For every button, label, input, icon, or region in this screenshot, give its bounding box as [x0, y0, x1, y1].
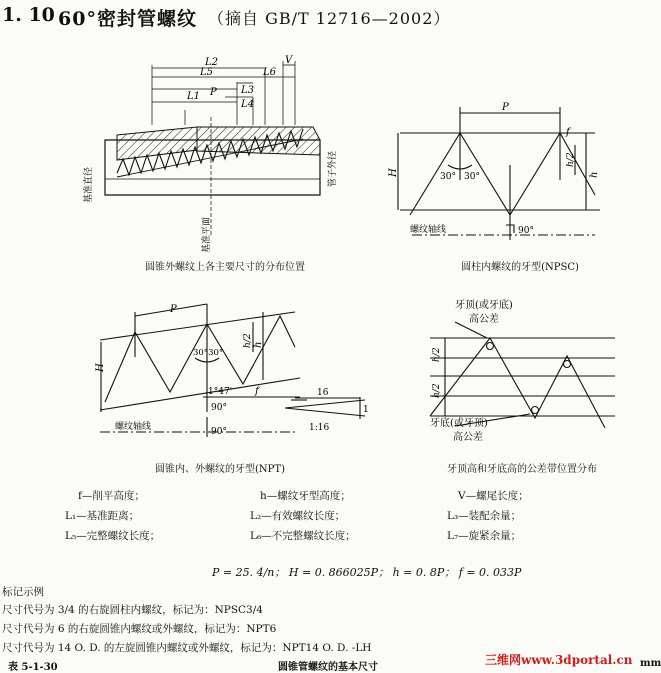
section-title: 60°密封管螺纹	[58, 8, 197, 30]
fig1-label-l6: L6	[263, 67, 277, 78]
symbol-l7: L₇—旋紧余量；	[447, 530, 522, 542]
figure-npsc-profile	[390, 95, 615, 255]
fig3-label-right1: 90°	[211, 403, 227, 413]
figure-taper-external-dimensions	[84, 55, 355, 260]
fig2-label-h: h	[589, 171, 600, 178]
symbol-v: V—螺尾长度；	[458, 490, 529, 502]
symbol-l2: L₂—有效螺纹长度；	[250, 510, 346, 522]
fig2-label-f: f	[566, 127, 570, 138]
marking-line-1: 尺寸代号为 3/4 的右旋圆柱内螺纹，标记为：NPSC3/4	[2, 604, 263, 616]
watermark-logo: 三维网www.3dportal.cn	[485, 653, 633, 667]
fig3-label-right2: 90°	[211, 427, 227, 437]
caption-fig2: 圆柱内螺纹的牙型(NPSC)	[461, 262, 579, 273]
fig3-label-h: h	[253, 341, 264, 348]
symbol-l6: L₆—不完整螺纹长度；	[250, 530, 356, 542]
symbol-h: h—螺纹牙型高度；	[260, 490, 351, 502]
fig4-label-crest: 牙顶(或牙底)	[455, 300, 513, 311]
fig2-label-angle1: 30°	[440, 172, 456, 182]
marking-line-2: 尺寸代号为 6 的右旋圆锥内螺纹或外螺纹，标记为：NPT6	[2, 623, 277, 635]
fig2-label-angle2: 30°	[464, 172, 480, 182]
fig1-label-l1: L1	[187, 91, 201, 102]
table-unit: mm	[640, 658, 661, 669]
marking-line-3: 尺寸代号为 14 O. D. 的左旋圆锥内螺纹或外螺纹，标记为：NPT14 O. D. -LH	[2, 642, 372, 654]
fig1-label-p: P	[210, 87, 217, 98]
symbol-l5: L₅—完整螺纹长度；	[65, 530, 161, 542]
figure-npt-profile	[95, 302, 370, 452]
table-title: 圆锥管螺纹的基本尺寸	[278, 662, 378, 673]
symbol-l1: L₁—基准距离；	[65, 510, 140, 522]
fig1-label-l2: L2	[205, 57, 219, 68]
fig3-label-axis: 螺纹轴线	[115, 422, 152, 432]
fig2-label-H: H	[388, 168, 399, 177]
fig3-label-angle: 30°30°	[193, 348, 224, 358]
section-standard: （摘自 GB/T 12716—2002）	[208, 9, 451, 28]
fig1-label-l5: L5	[200, 67, 214, 78]
caption-fig4: 牙顶高和牙底高的公差带位置分布	[447, 464, 597, 475]
fig4-label-crest-tol: 高公差	[469, 314, 499, 325]
fig4-label-root: 牙底(或牙顶)	[430, 418, 488, 429]
fig4-label-h2-bottom: h/2	[432, 383, 442, 398]
fig3-label-H: H	[95, 363, 106, 372]
section-number: 1. 10	[2, 4, 55, 26]
caption-fig3: 圆锥内、外螺纹的牙型(NPT)	[155, 464, 285, 475]
fig2-label-h2: h/2	[566, 152, 576, 167]
table-label: 表 5-1-30	[8, 662, 58, 673]
fig3-label-1: 1	[363, 405, 369, 415]
formula-line: P = 25. 4/n； H = 0. 866025P； h = 0. 8P； f = 0. 033P	[212, 566, 522, 579]
fig1-label-pipe-od: 管子外径	[328, 150, 338, 187]
fig2-label-axis: 螺纹轴线	[410, 225, 447, 235]
fig1-label-l3: L3	[241, 85, 255, 96]
fig3-label-ratio: 1:16	[309, 423, 330, 433]
fig1-label-l4: L4	[241, 99, 255, 110]
figure-tolerance-zones	[415, 298, 630, 448]
fig1-label-v: V	[285, 55, 293, 66]
fig2-label-p: P	[502, 102, 509, 113]
fig3-label-h2: h/2	[243, 333, 253, 348]
fig3-label-taper-angle: 1°47'	[208, 387, 233, 397]
symbol-f: f—削平高度；	[78, 490, 145, 502]
symbol-l3: L₃—装配余量；	[447, 510, 522, 522]
marking-heading: 标记示例	[2, 586, 44, 598]
fig2-label-right-angle: 90°	[518, 226, 534, 236]
caption-fig1: 圆锥外螺纹上各主要尺寸的分布位置	[145, 262, 305, 273]
fig3-label-16: 16	[317, 388, 329, 398]
fig4-label-h2-top: h/2	[432, 347, 442, 362]
fig3-label-p: P	[170, 304, 177, 315]
fig1-label-base-diameter: 基准直径	[84, 166, 94, 203]
fig1-label-base-plane: 基准平面	[202, 216, 212, 253]
fig3-label-f: f	[255, 386, 259, 397]
fig4-label-root-tol: 高公差	[453, 432, 483, 443]
